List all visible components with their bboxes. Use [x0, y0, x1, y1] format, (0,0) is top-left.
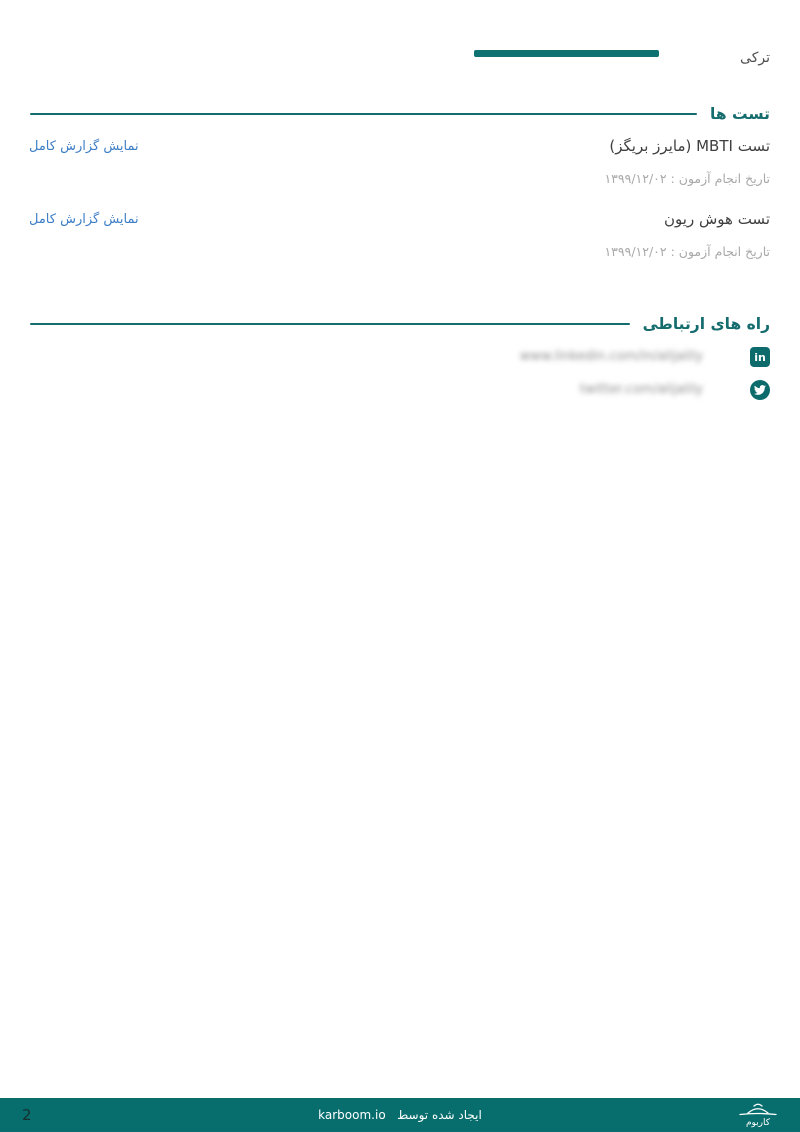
footer-credit [0, 1108, 800, 1122]
footer-bar [0, 1098, 800, 1132]
tests-section-header [30, 105, 770, 123]
twitter-url-link[interactable]: twitter.com/alijalily [579, 382, 703, 397]
test-item-date: تاریخ انجام آزمون : ۱۳۹۹/۱۲/۰۲ [604, 244, 770, 259]
linkedin-url-link[interactable]: www.linkedin.com/in/alijalily [519, 349, 703, 364]
contact-section-title: راه های ارتباطی [642, 315, 770, 333]
linkedin-icon-glyph: in [754, 350, 766, 364]
page-number: 2 [22, 1106, 32, 1124]
footer-brand-domain: karboom.io [318, 1108, 386, 1122]
section-rule [30, 323, 630, 326]
test-item-title: تست هوش ریون [664, 210, 770, 228]
section-rule [30, 113, 697, 116]
tests-section-title: تست ها [710, 105, 770, 123]
show-full-report-link[interactable]: نمایش گزارش کامل [29, 139, 139, 154]
test-item-title: تست MBTI (مایرز بریگز) [609, 137, 770, 155]
language-level-bar [474, 50, 659, 57]
karboom-brand-name: کاربوم [745, 1118, 771, 1128]
test-item-date: تاریخ انجام آزمون : ۱۳۹۹/۱۲/۰۲ [604, 171, 770, 186]
karboom-saucer-icon [738, 1102, 778, 1117]
karboom-logo [730, 1102, 786, 1128]
linkedin-icon[interactable] [750, 347, 770, 367]
language-label: ترکی [740, 50, 770, 66]
contact-section-header [30, 315, 770, 333]
twitter-icon[interactable] [750, 380, 770, 400]
twitter-bird-icon [754, 384, 766, 396]
footer-created-by-text: ایجاد شده توسط [397, 1108, 482, 1122]
show-full-report-link[interactable]: نمایش گزارش کامل [29, 212, 139, 227]
